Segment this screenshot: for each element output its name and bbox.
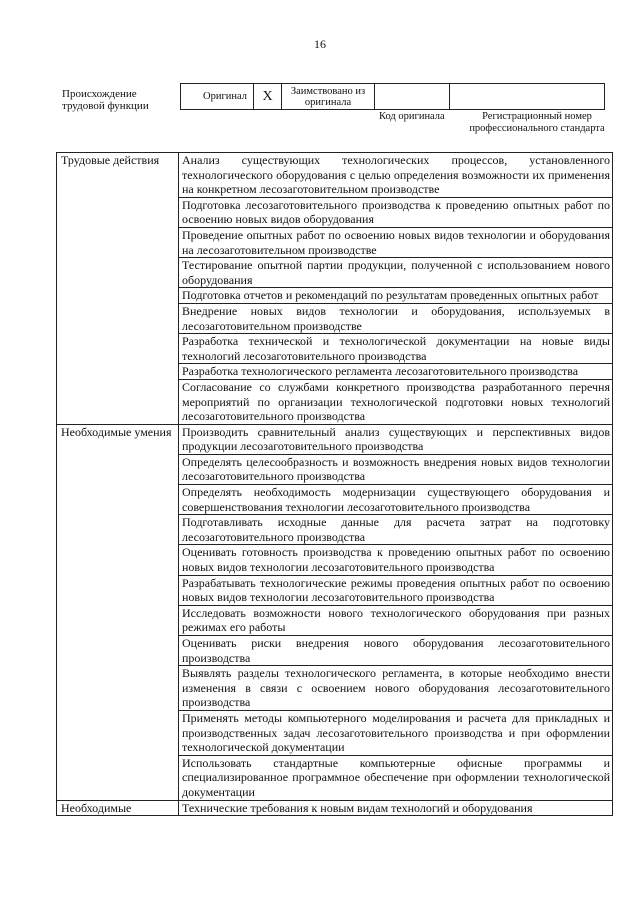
table-row (57, 800, 613, 816)
section-item: Определять целесообразность и возможность внедрения новых видов технологии лесозаготовительного производства (179, 454, 613, 484)
page-number: 16 (314, 37, 326, 51)
function-table (56, 152, 613, 816)
section-item: Внедрение новых видов технологии и оборудования, используемых в лесозаготовительном производстве (179, 303, 613, 333)
section-item: Технические требования к новым видам технологий и оборудования (179, 800, 613, 816)
section-item: Подготовка лесозаготовительного производства к проведению опытных работ по освоению новых видов оборудования (179, 197, 613, 227)
section-item: Подготовка отчетов и рекомендаций по результатам проведенных опытных работ (179, 288, 613, 304)
section-item: Согласование со службами конкретного производства разработанного перечня мероприятий по организации технологической подготовки новых технологий лесозаготовительного производства (179, 379, 613, 424)
registration-number-cell (450, 84, 605, 110)
original-code-cell (375, 84, 450, 110)
section-label: Необходимые (57, 800, 179, 816)
section-item: Проведение опытных работ по освоению новых видов технологии и оборудования на лесозаготовительном производстве (179, 227, 613, 257)
origin-table (180, 83, 605, 110)
section-item: Тестирование опытной партии продукции, полученной с использованием нового оборудования (179, 258, 613, 288)
section-item: Разработка технической и технологической документации на новые виды технологий лесозаготовительного производства (179, 334, 613, 364)
section-item: Применять методы компьютерного моделирования и расчета для прикладных и производственных задач лесозаготовительного производства и при оформлении технологической документации (179, 710, 613, 755)
original-mark: X (254, 84, 282, 110)
section-item: Производить сравнительный анализ существующих и перспективных видов продукции лесозаготовительного производства (179, 424, 613, 454)
section-item: Исследовать возможности нового технологического оборудования при разных режимах его работы (179, 605, 613, 635)
section-item: Разработка технологического регламента лесозаготовительного производства (179, 364, 613, 380)
section-item: Использовать стандартные компьютерные офисные программы и специализированное программное обеспечение при оформлении технологической документации (179, 755, 613, 800)
section-label: Трудовые действия (57, 153, 179, 425)
section-item: Оценивать риски внедрения нового оборудования лесозаготовительного производства (179, 636, 613, 666)
section-item: Разрабатывать технологические режимы проведения опытных работ по освоению новых видов технологии лесозаготовительного производства (179, 575, 613, 605)
original-cell: Оригинал (181, 84, 254, 110)
borrowed-cell: Заимствовано из оригинала (282, 84, 375, 110)
section-item: Анализ существующих технологических процессов, установленного технологического оборудования с целью определения возможности их применения на конкретном лесозаготовительном производстве (179, 153, 613, 198)
table-row (57, 153, 613, 198)
registration-number-caption: Регистрационный номер профессионального стандарта (469, 111, 605, 134)
section-item: Выявлять разделы технологического регламента, в которые необходимо внести изменения в связи с освоением нового оборудования лесозаготовительного производства (179, 666, 613, 711)
origin-label: Происхождение трудовой функции (62, 88, 149, 112)
section-item: Определять необходимость модернизации существующего оборудования и совершенствования технологии лесозаготовительного производства (179, 485, 613, 515)
section-label: Необходимые умения (57, 424, 179, 800)
section-item: Оценивать готовность производства к проведению опытных работ по освоению новых видов технологии лесозаготовительного производства (179, 545, 613, 575)
section-item: Подготавливать исходные данные для расчета затрат на подготовку лесозаготовительного производства (179, 515, 613, 545)
table-row (57, 424, 613, 454)
original-code-caption: Код оригинала (379, 111, 445, 122)
